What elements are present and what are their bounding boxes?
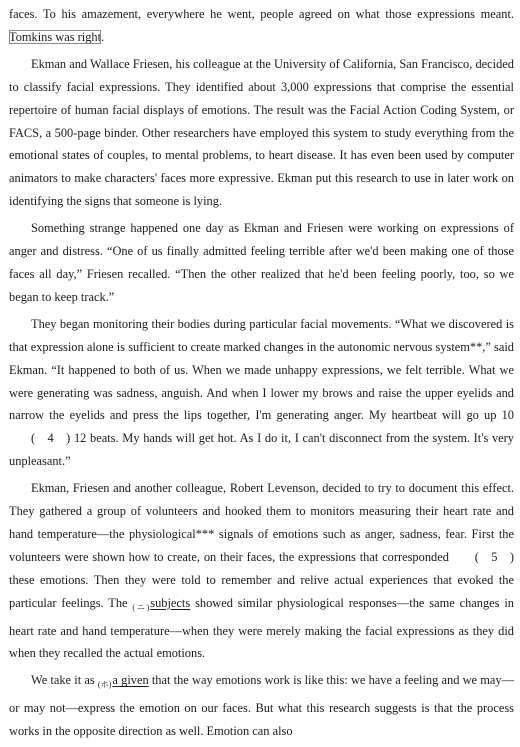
- document-page: [9, 3, 514, 747]
- paragraph-4: [9, 477, 514, 665]
- text-run: showed similar physiological responses—the same changes in heart rate and hand temperature—when they were merely making the facial expressions as they did when they recalled the actual emotions.: [9, 595, 514, 661]
- text-run: They began monitoring their bodies during particular facial movements. “What we discovered is that expression alone is sufficient to create marked changes in the autonomic nervous system**,” said Ekman. “It happened to both of us. When we made unhappy expressions, we felt terrible. What we were generating was sadness, anguish. And when I lower my brows and raise the upper eyelids and narrow the eyelids and press the lips together, I'm generating anger. My heartbeat will go up 10: [9, 316, 514, 423]
- text-run: 12 beats. My hands will get hot. As I do it, I can't disconnect from the system. It's very unpleasant.”: [9, 431, 514, 469]
- paragraph-1: [9, 53, 514, 213]
- question-marker: (ホ): [97, 680, 112, 690]
- answer-blank: ( 4 ): [31, 431, 71, 446]
- paragraph-3: [9, 313, 514, 473]
- text-run: Something strange happened one day as Ekman and Friesen were working on expressions of anger and distress. “One of us finally admitted feeling terrible after we'd been making one of those faces all day,” Friesen recalled. “Then the other realized that he'd been feeling poorly, too, so we began to keep track.”: [9, 221, 514, 304]
- text-run: faces. To his amazement, everywhere he went, people agreed on what those expressions meant.: [9, 7, 514, 21]
- text-run: these emotions. Then they were told to remember and relive actual experiences that evoked the particular feelings. The: [9, 572, 514, 610]
- underlined-phrase: a given: [112, 673, 149, 688]
- question-marker: (ニ): [132, 602, 150, 612]
- answer-blank: ( 5 ): [474, 549, 514, 564]
- text-run: .: [101, 29, 105, 44]
- paragraph-5: [9, 669, 514, 743]
- paragraph-0: [9, 3, 514, 49]
- text-run: We take it as: [31, 673, 98, 688]
- underlined-phrase: Tomkins was right: [9, 29, 102, 44]
- text-run: that the way emotions work is like this: we have a feeling and we may—or may not—express the emotion on our faces. But what this research suggests is that the process works in the opposite direction as well. Emotion can also: [9, 673, 514, 739]
- underlined-phrase: subjects: [150, 595, 191, 610]
- text-run: Ekman and Wallace Friesen, his colleague at the University of California, San Francisco, decided to classify facial expressions. They identified about 3,000 expressions that comprise the essential repertoire of human facial displays of emotions. The result was the Facial Action Coding System, or FACS, a 500-page binder. Other researchers have employed this system to study everything from the emotional states of couples, to mental problems, to heart disease. It has even been used by computer animators to make characters' faces more expressive. Ekman put this research to use in later work on identifying the signs that someone is lying.: [9, 56, 514, 209]
- text-run: Ekman, Friesen and another colleague, Robert Levenson, decided to try to document this effect. They gathered a group of volunteers and hooked them to monitors measuring their heart rate and hand temperature—the physiological*** signals of emotions such as anger, sadness, fear. First the volunteers were shown how to create, on their faces, the expressions that corresponded: [9, 481, 514, 564]
- paragraph-2: [9, 217, 514, 309]
